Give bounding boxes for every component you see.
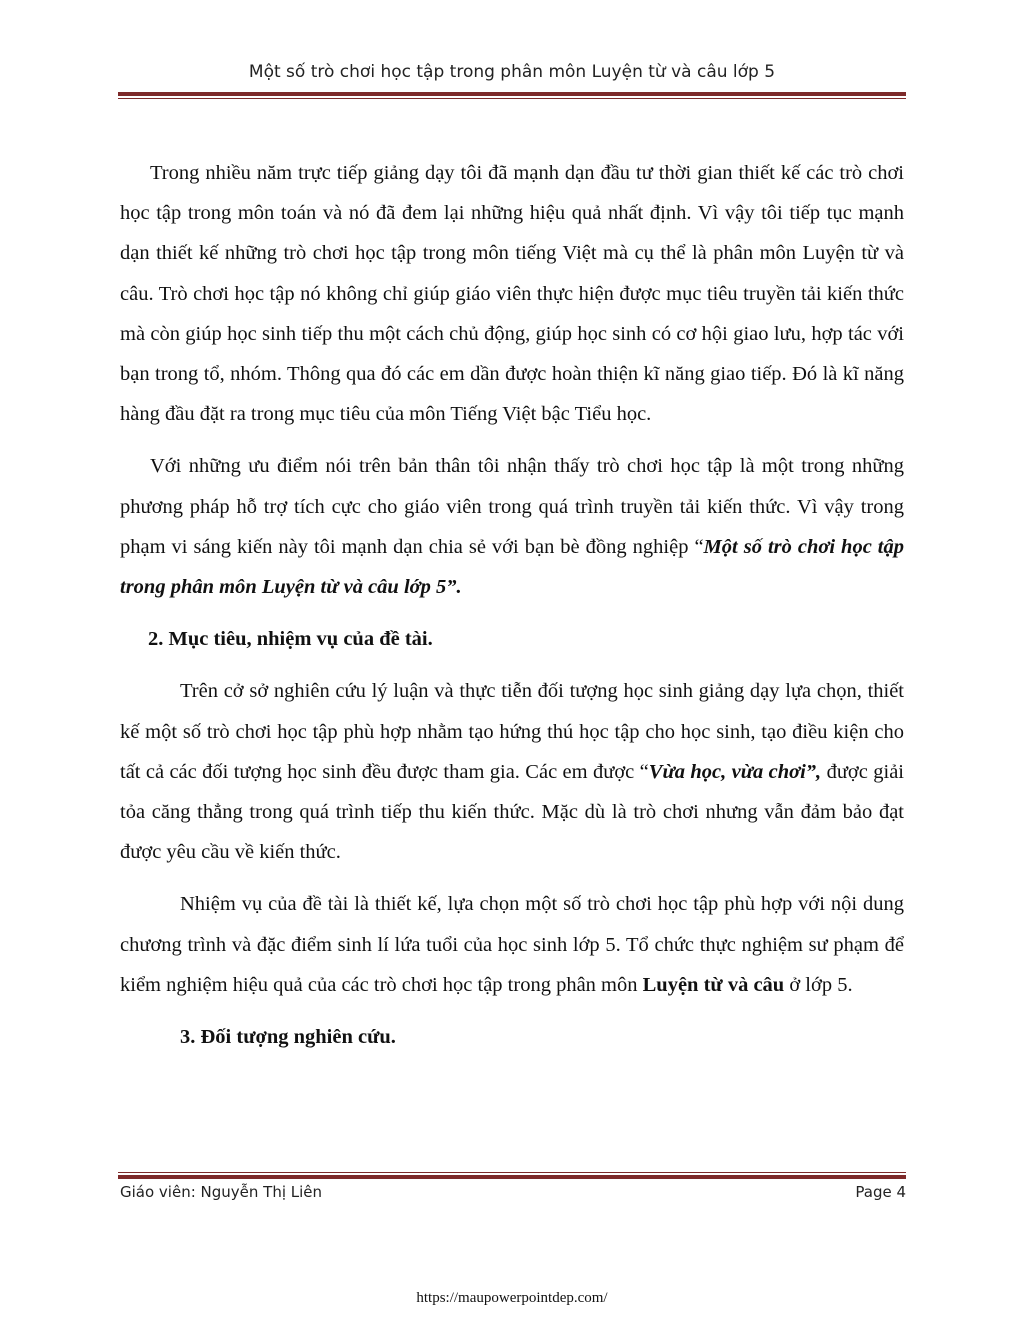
section-heading-objectives: 2. Mục tiêu, nhiệm vụ của đề tài. <box>148 628 433 651</box>
paragraph-objectives <box>120 671 904 872</box>
source-url: https://maupowerpointdep.com/ <box>416 1290 608 1306</box>
page-header-title: Một số trò chơi học tập trong phân môn Luyện từ và câu lớp 5 <box>248 62 776 82</box>
topic-title-emphasis: Một số trò chơi học tập trong phân môn Luyện từ và câu lớp 5”. <box>120 535 904 599</box>
subject-name-bold: Luyện từ và câu <box>642 973 785 996</box>
paragraph-objectives-rest: được giải tỏa căng thẳng trong quá trình tiếp thu kiến thức. Mặc dù là trò chơi nhưng vẫn đảm bảo đạt được yêu cầu về kiến thức. <box>120 760 904 864</box>
footer-page-number: Page 4 <box>855 1183 906 1201</box>
paragraph-intro: Trong nhiều năm trực tiếp giảng dạy tôi đã mạnh dạn đầu tư thời gian thiết kế các trò chơi học tập trong môn toán và nó đã đem lại những hiệu quả nhất định. Vì vậy tôi tiếp tục mạnh dạn thiết kế những trò chơi học tập trong môn tiếng Việt mà cụ thể là phân môn Luyện từ và câu. Trò chơi học tập nó không chỉ giúp giáo viên thực hiện được mục tiêu truyền tải kiến thức mà còn giúp học sinh tiếp thu một cách chủ động, giúp học sinh có cơ hội giao lưu, hợp tác với bạn trong tổ, nhóm. Thông qua đó các em dần được hoàn thiện kĩ năng giao tiếp. Đó là kĩ năng hàng đầu đặt ra trong mục tiêu của môn Tiếng Việt bậc Tiểu học. <box>120 162 904 426</box>
paragraph-advantages <box>120 446 904 607</box>
section-heading-subjects: 3. Đối tượng nghiên cứu. <box>180 1026 396 1049</box>
paragraph-objectives-text: Trên cở sở nghiên cứu lý luận và thực tiễn đối tượng học sinh giảng dạy lựa chọn, thiết kế một số trò chơi học tập phù hợp nhằm tạo hứng thú học tập cho học sinh, tạo điều kiện cho tất cả các đối tượng học sinh đều được tham gia. Các em được “ <box>120 680 904 783</box>
learn-play-emphasis: Vừa học, vừa chơi”, <box>648 760 822 783</box>
paragraph-tasks-text: Nhiệm vụ của đề tài là thiết kế, lựa chọn một số trò chơi học tập phù hợp với nội dung chương trình và đặc điểm sinh lí lứa tuổi của học sinh lớp 5. Tổ chức thực nghiệm sư phạm để kiểm nghiệm hiệu quả của các trò chơi học tập trong phân môn <box>120 893 904 996</box>
footer-divider <box>118 1172 906 1179</box>
document-body <box>120 153 904 1069</box>
paragraph-tasks-rest: ở lớp 5. <box>784 973 853 996</box>
paragraph-tasks <box>120 884 904 1005</box>
paragraph-advantages-text: Với những ưu điểm nói trên bản thân tôi nhận thấy trò chơi học tập là một trong những phương pháp hỗ trợ tích cực cho giáo viên trong quá trình truyền tải kiến thức. Vì vậy trong phạm vi sáng kiến này tôi mạnh dạn chia sẻ với bạn bè đồng nghiệp “ <box>120 455 904 558</box>
header-divider <box>118 92 906 99</box>
footer-teacher-name: Giáo viên: Nguyễn Thị Liên <box>120 1183 323 1201</box>
